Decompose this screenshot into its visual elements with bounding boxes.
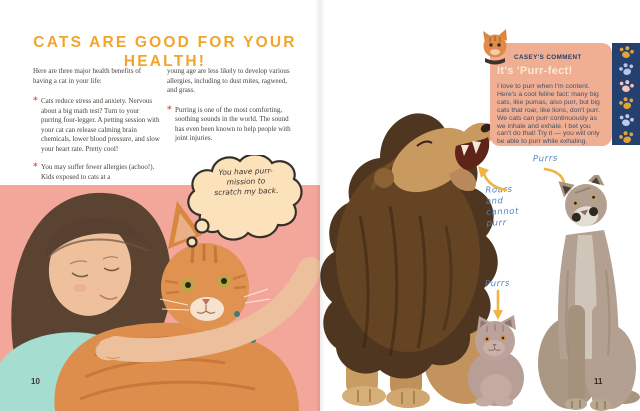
bullet-item: [33, 97, 160, 154]
cat-head-icon: [480, 29, 510, 65]
comment-heading: It's 'Purr-fect!: [497, 65, 573, 77]
bullet-text: You may suffer fewer allergies (achoo!). Kids exposed to cats at a: [41, 163, 155, 181]
paw-print-icon: [616, 43, 636, 61]
bullet-marker-icon: *: [33, 96, 38, 106]
label-lion-roars: Roars and cannot purr: [485, 184, 520, 229]
text-column-right: [167, 67, 295, 153]
kitten-photo: [461, 314, 533, 407]
bullet-item: [167, 106, 295, 144]
label-puma-purrs: Purrs: [532, 153, 559, 165]
paw-print-icon: [616, 110, 636, 129]
page-title: CATS ARE GOOD FOR YOUR HEALTH!: [33, 34, 297, 70]
bullet-text: Cats reduce stress and anxiety. Nervous about a big math test? Turn to your purring four-legger. A petting session with your cat can release calming brain chemicals, lower blood pressure, and slow your heart rate. Pretty cool!: [41, 97, 160, 153]
bullet-marker-icon: *: [167, 104, 172, 115]
paw-strip: [612, 43, 640, 145]
paw-print-icon: [616, 76, 636, 95]
page-number-left: 10: [31, 377, 40, 386]
comment-body: I love to purr when I'm content. Here's a cool feline fact: many big cats, like pumas, also purr, but big cats that roar, like lions, don't purr. We cats can purr continuously as we inhale and exhale. I bet you can't do that! Try it — you will only be able to purr while exhaling.: [497, 83, 600, 146]
label-kitten-purrs: Purrs: [484, 278, 511, 290]
bullet-text: Purring is one of the most comforting, soothing sounds in the world. The sound has even been known to help people with joint injuries.: [175, 105, 291, 142]
text-column-left: [33, 67, 160, 191]
puma-photo: [538, 175, 640, 411]
bullet-marker-icon: *: [33, 162, 38, 172]
page-number-right: 11: [594, 377, 603, 386]
comment-kicker: CASEY'S COMMENT: [514, 54, 582, 61]
paw-print-icon: [616, 127, 636, 145]
bullet-item: [33, 163, 160, 182]
intro-paragraph: Here are three major health benefits of having a cat in your life:: [33, 67, 142, 85]
continuation-paragraph: young age are less likely to develop various allergies, including to dust mites, ragweed, and grass.: [167, 67, 290, 94]
thought-bubble-text: You have purr-mission to scratch my back.: [214, 166, 279, 198]
right-page: [320, 0, 640, 411]
